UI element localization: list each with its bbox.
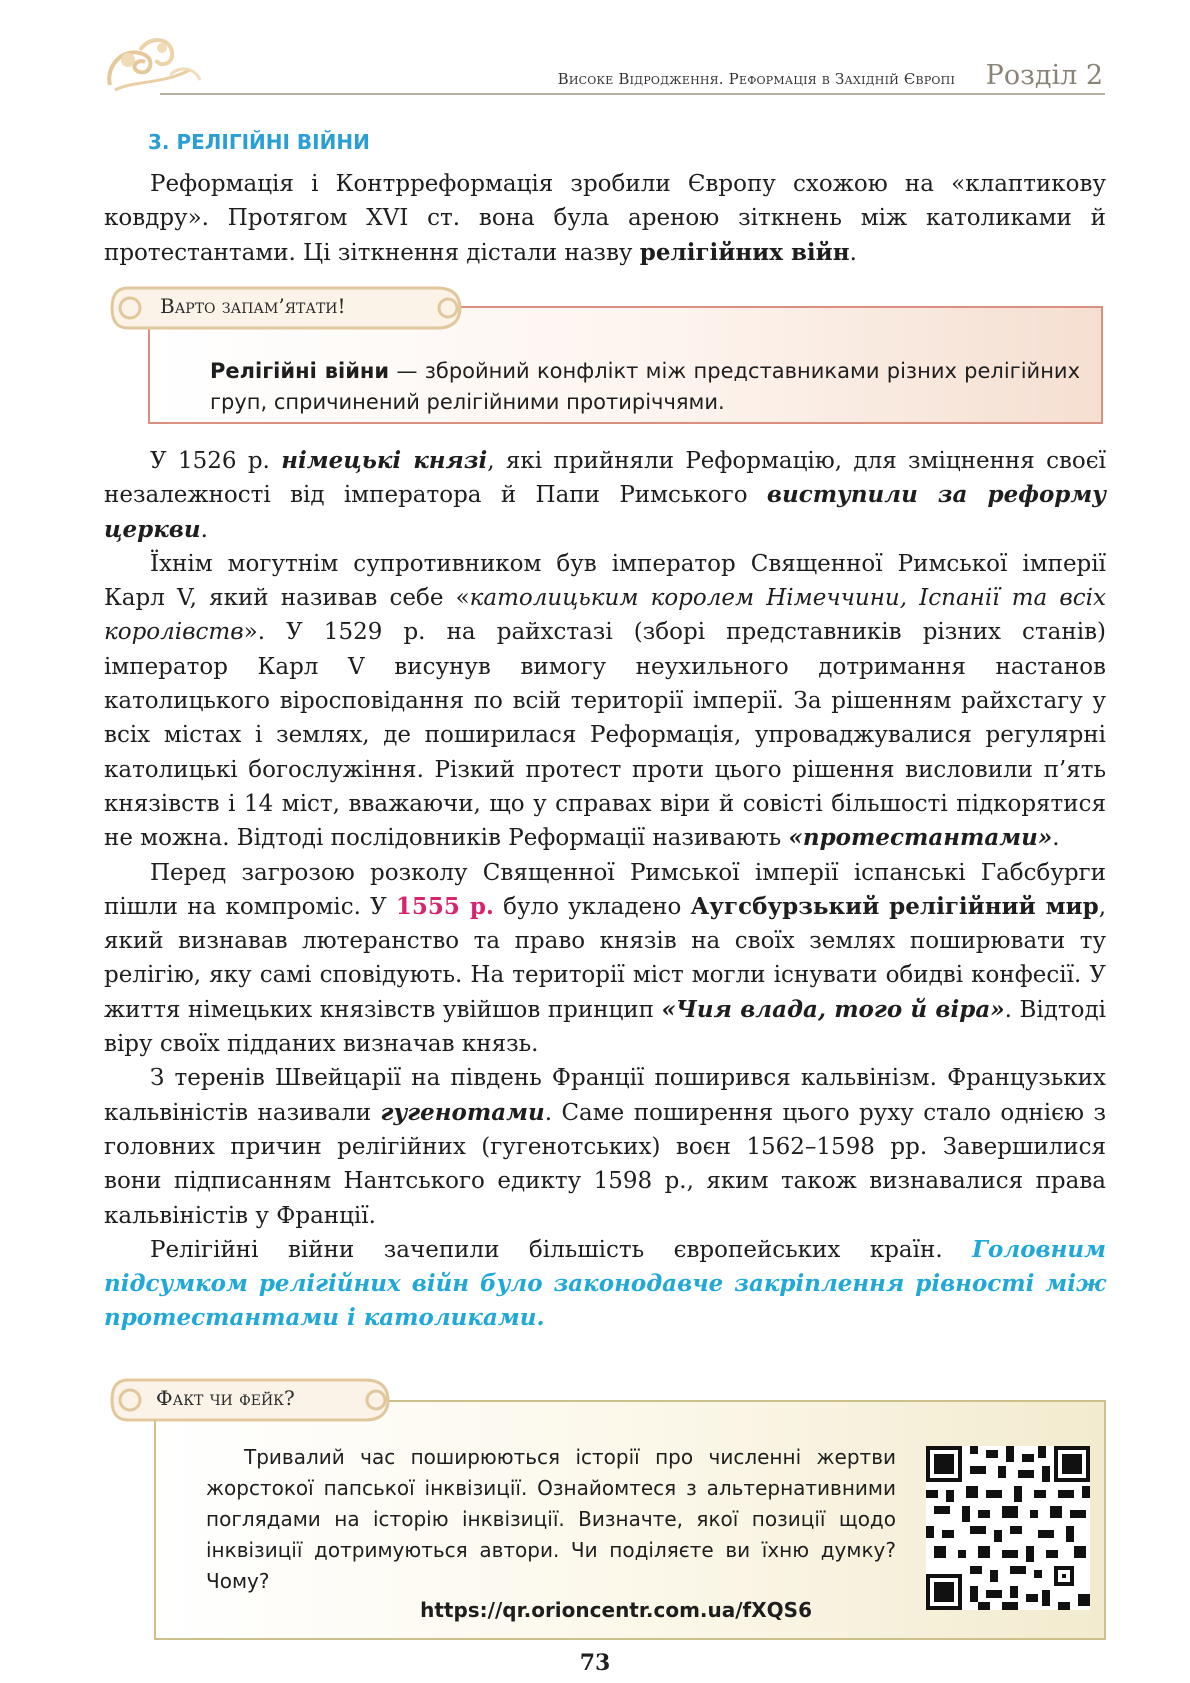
- fact-label: [108, 1374, 398, 1426]
- fact-label-text: Факт чи фейк?: [156, 1386, 295, 1410]
- chapter-label: Розділ 2: [985, 60, 1103, 91]
- qr-link[interactable]: https://qr.orioncentr.com.ua/fXQS6: [420, 1598, 812, 1622]
- paragraph-5: Релігійні війни зачепили більшість європейських країн. Головним підсумком релігійних війн було законодавче закріплення рівності між протестантами і католиками.: [104, 1235, 1106, 1332]
- definition-term: Релігійні війни: [210, 359, 390, 383]
- floral-ornament-icon: [100, 30, 210, 100]
- date-highlight: 1555 р.: [395, 892, 494, 920]
- header-rule: [160, 93, 1105, 95]
- paragraph-2: Їхнім могутнім супротивником був імператор Священної Римської імперії Карл V, який називав себе «католицьким королем Німеччини, Іспанії та всіх королівств». У 1529 р. на райхстазі (зборі представників різних станів) імператор Карл V висунув вимогу неухильного дотримання настанов католицького віросповідання по всій території імперії. За рішенням райхстагу у всіх містах і землях, де поширилася Реформація, упроваджувалися регулярні католицькі богослужіння. Різкий протест проти цього рішення висловили п’ять князівств і 14 міст, вважаючи, що у справах віри й совісті більшості підкорятися не можна. Відтоді послідовників Реформації називають «протестантами».: [104, 550, 1106, 852]
- fact-box-text: Тривалий час поширюються історії про численні жертви жорстокої папської інквізиції. Ознайомтеся з альтернативними поглядами на історію інквізиції. Визначте, якої позиції щодо інквізиції дотримуються автори. Чи поділяєте ви їхню думку? Чому?: [206, 1445, 896, 1593]
- intro-paragraph: Реформація і Контрреформація зробили Європу схожою на «клаптикову ковдру». Протягом XVI ст. вона була ареною зіткнень між католиками й протестантами. Ці зіткнення дістали назву релігійних війн.: [104, 171, 1106, 266]
- paragraph-4: З теренів Швейцарії на південь Франції поширився кальвінізм. Французьких кальвіністів називали гугенотами. Саме поширення цього руху стало однією з головних причин релігійних (гугенотських) воєн 1562–1598 рр. Завершилися вони підписанням Нантського едикту 1598 р., яким також визнавалися права кальвіністів у Франції.: [104, 1065, 1106, 1229]
- remember-label-text: Варто запам’ятати!: [160, 294, 346, 318]
- page-header: [100, 30, 1105, 100]
- term-religious-wars: релігійних війн: [639, 238, 850, 266]
- running-title: Високе Відродження. Реформація в Західній Європі: [557, 70, 955, 88]
- page-number: 73: [579, 1650, 611, 1676]
- qr-code-icon[interactable]: [926, 1446, 1090, 1610]
- fact-or-fake-box: [154, 1400, 1106, 1640]
- remember-label: [108, 282, 473, 334]
- definition-text: Релігійні війни — збройний конфлікт між представниками різних релігійних груп, спричинений релігійними протиріччями.: [210, 359, 1080, 414]
- main-text: [104, 444, 1106, 1336]
- summary-highlight: Головним підсумком релігійних війн було законодавче закріплення рівності між протестантами і католиками.: [104, 1235, 1106, 1332]
- section-title: 3. РЕЛІГІЙНІ ВІЙНИ: [148, 130, 370, 154]
- paragraph-1: У 1526 р. німецькі князі, які прийняли Реформацію, для зміцнення своєї незалежності від імператора й Папи Римського виступили за реформу церкви.: [104, 447, 1106, 543]
- paragraph-3: Перед загрозою розколу Священної Римської імперії іспанські Габсбурги пішли на компроміс. У 1555 р. було укладено Аугсбурзький релігійний мир, який визнавав лютеранство та право князів на своїх землях поширювати ту релігію, яку самі сповідують. На території міст могли існувати обидві конфесії. У життя німецьких князівств увійшов принцип «Чия влада, того й віра». Відтоді віру своїх підданих визначав князь.: [104, 859, 1106, 1058]
